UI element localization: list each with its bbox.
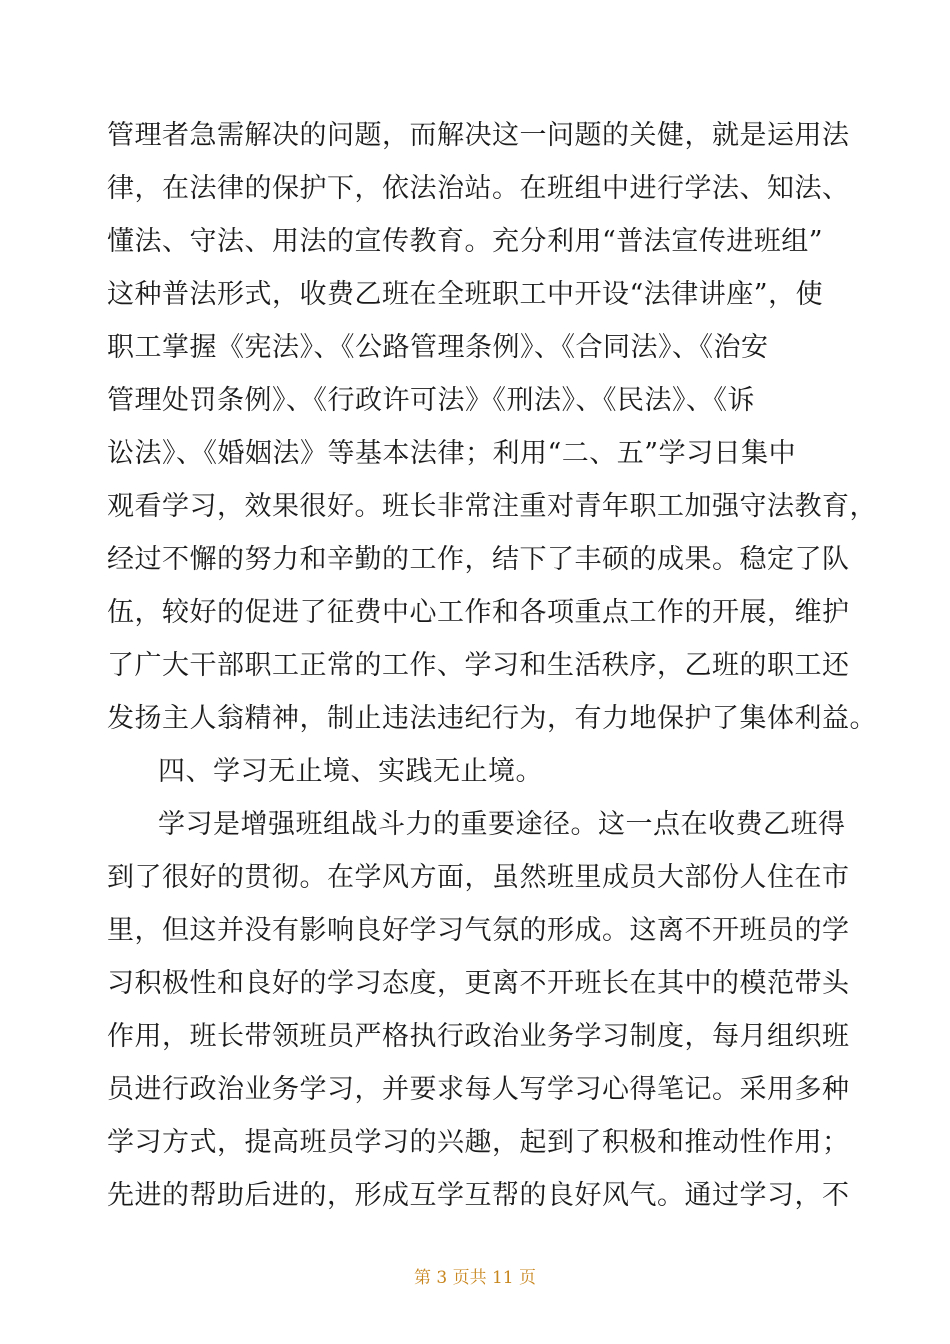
text-line: 懂法、守法、用法的宣传教育。充分利用“普法宣传进班组”: [107, 226, 824, 257]
text-line: 管理者急需解决的问题，而解决这一问题的关健，就是运用法: [107, 120, 850, 151]
text-line: 习积极性和良好的学习态度，更离不开班长在其中的模范带头: [107, 968, 850, 999]
text-line: 经过不懈的努力和辛勤的工作，结下了丰硕的成果。稳定了队: [107, 544, 850, 575]
text-line: 作用，班长带领班员严格执行政治业务学习制度，每月组织班: [107, 1021, 850, 1052]
text-line: 先进的帮助后进的，形成互学互帮的良好风气。通过学习，不: [107, 1180, 850, 1211]
text-line: 讼法》、《婚姻法》等基本法律；利用“二、五”学习日集中: [107, 438, 797, 469]
text-line: 学习方式，提高班员学习的兴趣，起到了积极和推动性作用；: [107, 1127, 850, 1158]
text-line: 律，在法律的保护下，依法治站。在班组中进行学法、知法、: [107, 173, 850, 204]
text-line: 里，但这并没有影响良好学习气氛的形成。这离不开班员的学: [107, 915, 850, 946]
text-line: 了广大干部职工正常的工作、学习和生活秩序，乙班的职工还: [107, 650, 850, 681]
page-number-footer: 第 3 页共 11 页: [413, 1268, 537, 1288]
text-line: 伍，较好的促进了征费中心工作和各项重点工作的开展，维护: [107, 597, 850, 628]
text-line: 职工掌握《宪法》、《公路管理条例》、《合同法》、《治安: [107, 332, 769, 363]
text-line: 到了很好的贯彻。在学风方面，虽然班里成员大部份人住在市: [107, 862, 850, 893]
text-line: 观看学习，效果很好。班长非常注重对青年职工加强守法教育，: [107, 491, 877, 522]
paragraph-first-line: 学习是增强班组战斗力的重要途径。这一点在收费乙班得: [158, 809, 846, 840]
section-heading: 四、学习无止境、实践无止境。: [158, 756, 543, 787]
text-line: 这种普法形式，收费乙班在全班职工中开设“法律讲座”，使: [107, 279, 824, 310]
text-line: 发扬主人翁精神，制止违法违纪行为，有力地保护了集体利益。: [107, 703, 877, 734]
text-line: 管理处罚条例》、《行政许可法》《刑法》、《民法》、《诉: [107, 385, 755, 416]
text-line: 员进行政治业务学习，并要求每人写学习心得笔记。采用多种: [107, 1074, 850, 1105]
